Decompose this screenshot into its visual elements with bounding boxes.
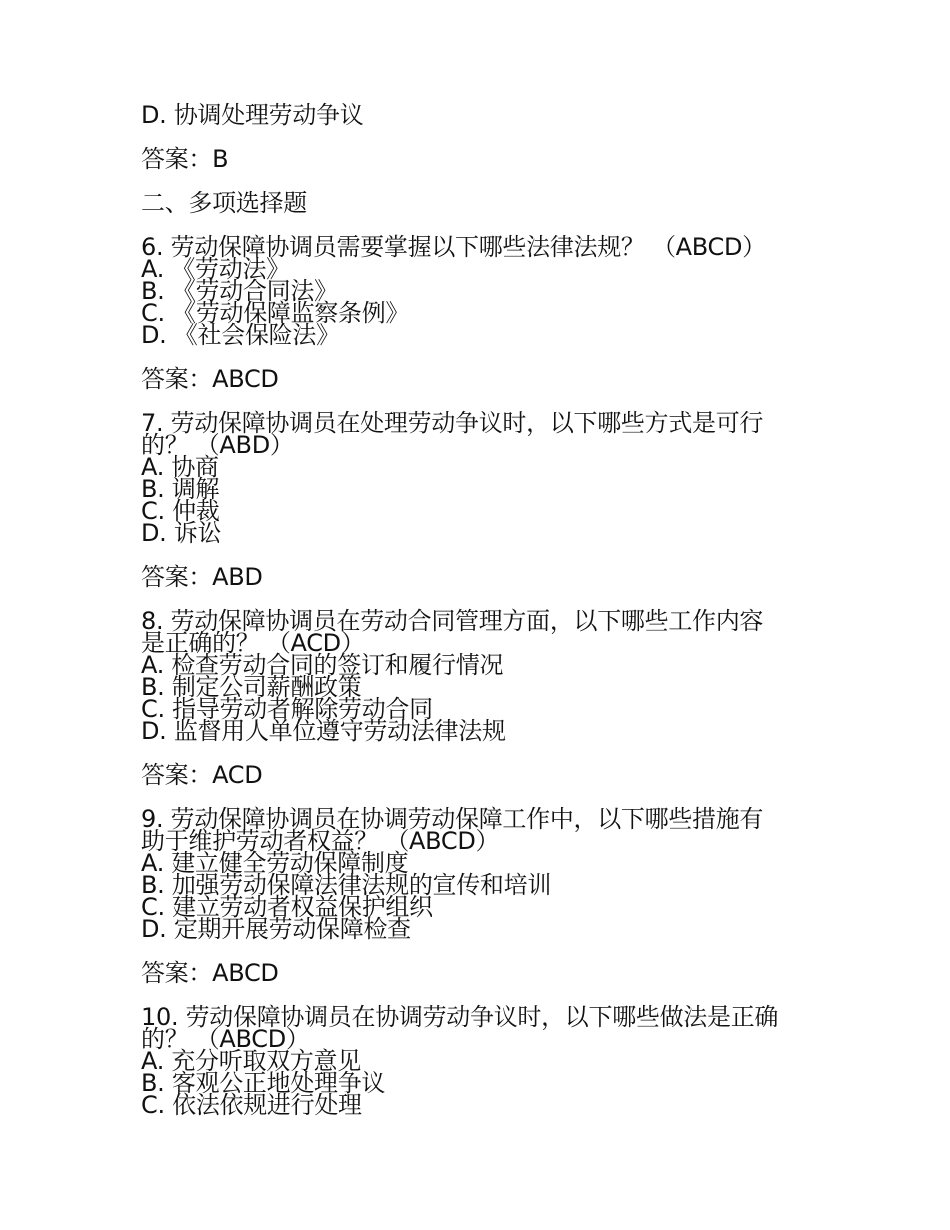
option-line: D. 诉讼 <box>141 519 222 547</box>
question-stem: 8. 劳动保障协调员在劳动合同管理方面，以下哪些工作内容 <box>141 607 764 635</box>
option-line: B. 客观公正地处理争议 <box>141 1069 386 1097</box>
answer-line: 答案：ABCD <box>141 959 279 987</box>
option-line: D. 监督用人单位遵守劳动法律法规 <box>141 717 506 745</box>
option-line: C. 建立劳动者权益保护组织 <box>141 893 433 921</box>
option-line: D. 定期开展劳动保障检查 <box>141 915 411 943</box>
option-line: A. 建立健全劳动保障制度 <box>141 849 409 877</box>
option-line: C. 依法依规进行处理 <box>141 1091 362 1119</box>
option-line: B. 加强劳动保障法律法规的宣传和培训 <box>141 871 552 899</box>
answer-line: 答案：ABCD <box>141 365 279 393</box>
question-stem: 7. 劳动保障协调员在处理劳动争议时，以下哪些方式是可行 <box>141 409 764 437</box>
option-line: C. 指导劳动者解除劳动合同 <box>141 695 433 723</box>
option-line: B. 制定公司薪酬政策 <box>141 673 362 701</box>
question-block <box>141 805 831 1006</box>
option-line: A. 检查劳动合同的签订和履行情况 <box>141 651 504 679</box>
option-line: B. 《劳动合同法》 <box>141 277 338 305</box>
answer-line: 答案：ABD <box>141 563 263 591</box>
question-block <box>141 1003 831 1119</box>
option-line: C. 仲裁 <box>141 497 220 525</box>
option-d-line: D. 协调处理劳动争议 <box>141 101 364 129</box>
question-block <box>141 607 831 808</box>
option-line: A. 《劳动法》 <box>141 255 290 283</box>
question-stem-continued: 助于维护劳动者权益？ （ABCD） <box>141 827 500 855</box>
section-heading: 二、多项选择题 <box>141 189 307 217</box>
question-block <box>141 233 831 412</box>
question-stem-continued: 的？ （ABD） <box>141 431 294 459</box>
question-block <box>141 409 831 610</box>
question-stem-continued: 的？ （ABCD） <box>141 1025 310 1053</box>
option-line: A. 协商 <box>141 453 219 481</box>
option-line: C. 《劳动保障监察条例》 <box>141 299 410 327</box>
answer-line: 答案：ACD <box>141 761 263 789</box>
option-line: A. 充分听取双方意见 <box>141 1047 361 1075</box>
question-stem-continued: 是正确的？ （ACD） <box>141 629 365 657</box>
question-stem: 10. 劳动保障协调员在协调劳动争议时，以下哪些做法是正确 <box>141 1003 779 1031</box>
document-body <box>141 101 831 1119</box>
answer-line: 答案：B <box>141 145 229 173</box>
option-line: D. 《社会保险法》 <box>141 321 340 349</box>
question-stem: 9. 劳动保障协调员在协调劳动保障工作中，以下哪些措施有 <box>141 805 764 833</box>
question-stem: 6. 劳动保障协调员需要掌握以下哪些法律法规？ （ABCD） <box>141 233 766 261</box>
option-line: B. 调解 <box>141 475 220 503</box>
